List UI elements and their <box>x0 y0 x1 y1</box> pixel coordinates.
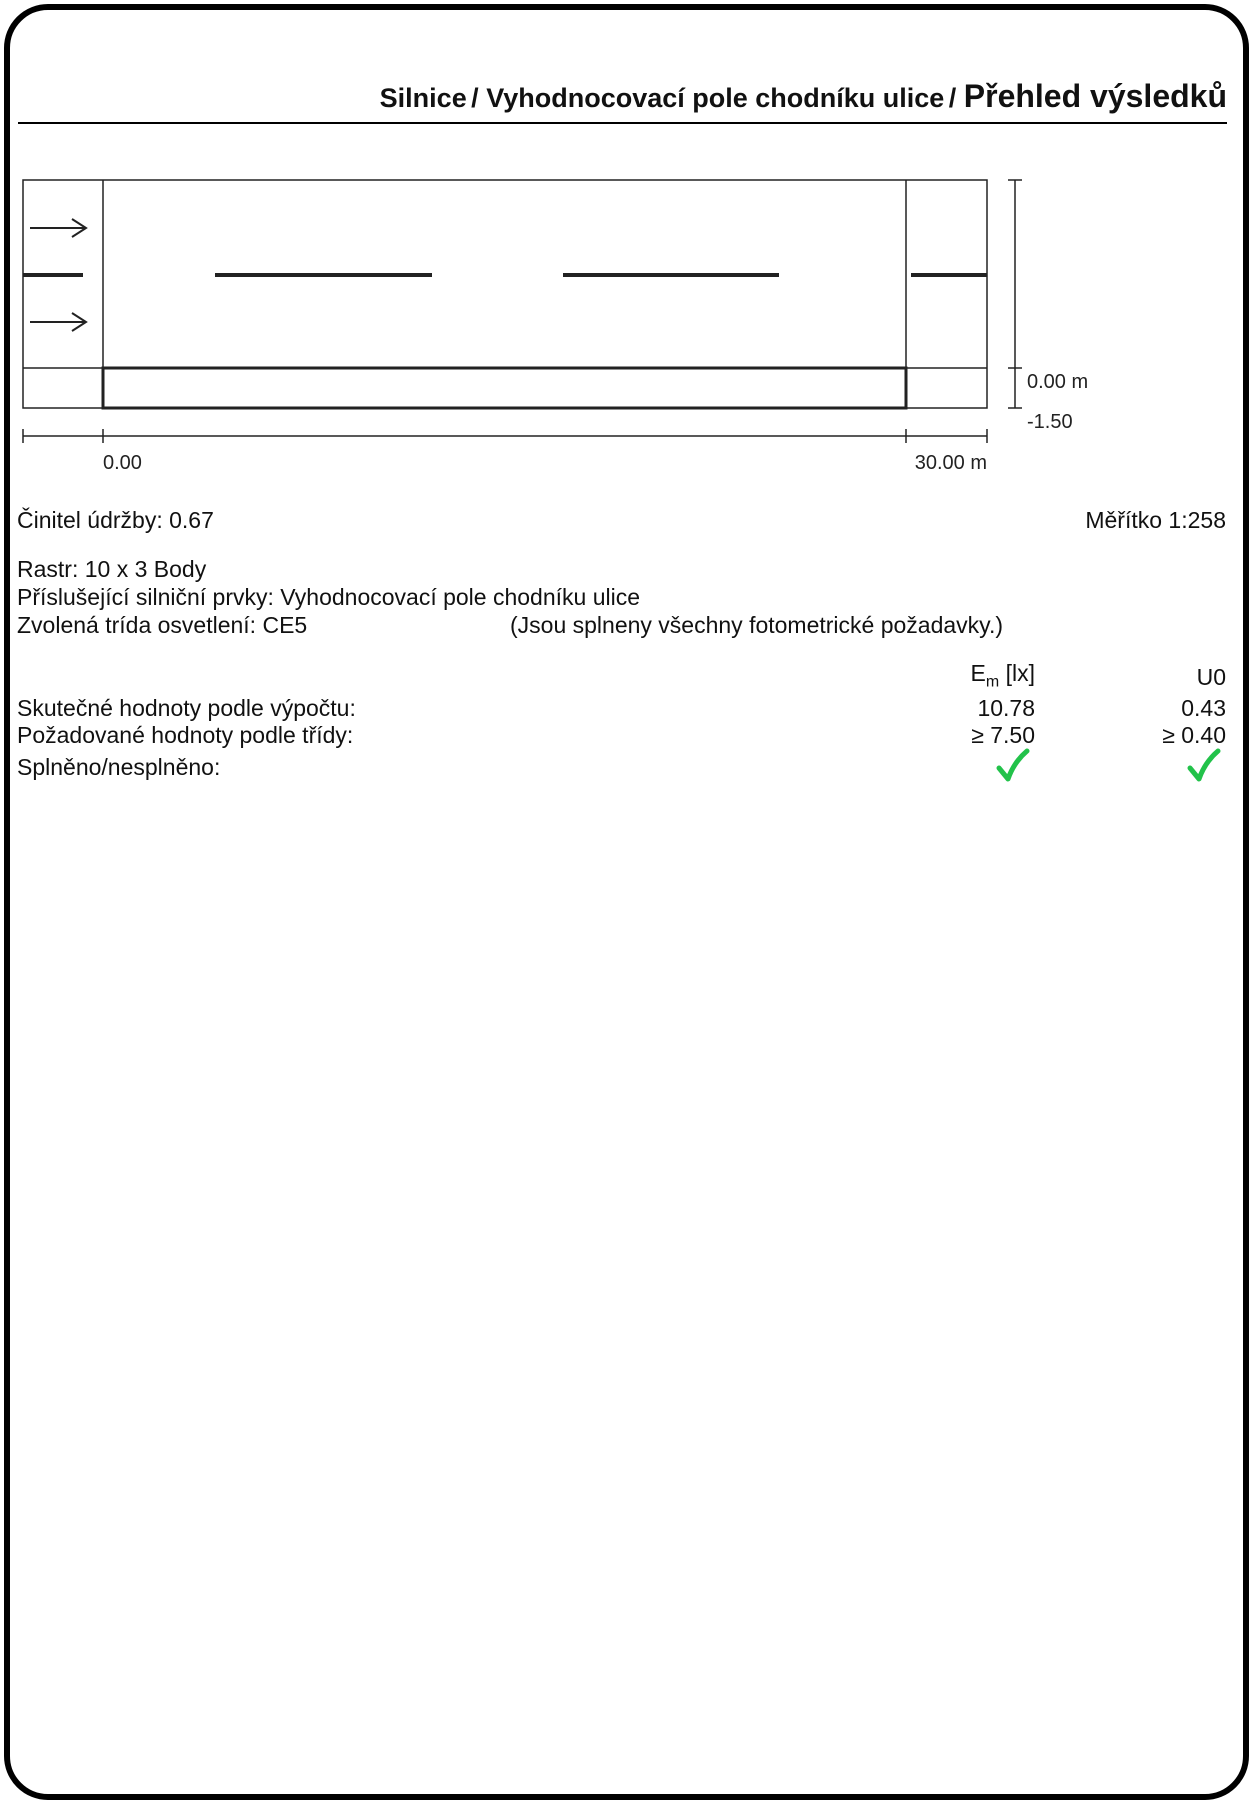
breadcrumb-road: Silnice <box>379 83 467 113</box>
direction-arrow-icon <box>30 219 86 237</box>
breadcrumb-separator: / <box>471 83 479 113</box>
evaluation-field-box <box>103 368 906 408</box>
maintenance-factor: Činitel údržby: 0.67 <box>17 507 214 533</box>
column-header-em: $E_m$ [lx] <box>970 660 1035 691</box>
row-required-u0: ≥ 0.40 <box>1162 722 1226 748</box>
road-outline <box>23 180 987 408</box>
grid-info: Rastr: 10 x 3 Body <box>17 556 207 582</box>
checkmark-icon <box>996 748 1030 784</box>
scale-label: Měřítko 1:258 <box>1085 507 1226 533</box>
vertical-dimension <box>1008 180 1022 408</box>
breadcrumb-separator: / <box>948 83 957 113</box>
requirements-met-note: (Jsou splneny všechny fotometrické požadavky.) <box>510 612 1004 638</box>
dim-label-bottom: -1.50 <box>1027 411 1073 433</box>
horizontal-dimension <box>23 429 987 443</box>
checkmark-icon <box>1187 748 1221 784</box>
column-header-u0: U0 <box>1196 664 1226 690</box>
dim-label-start: 0.00 <box>103 452 142 474</box>
direction-arrow-icon <box>30 313 86 331</box>
lighting-class: Zvolená trída osvetlení: CE5 <box>17 612 308 638</box>
row-actual-u0: 0.43 <box>1181 695 1226 721</box>
page-title: Přehled výsledků <box>963 78 1227 114</box>
row-actual-label: Skutečné hodnoty podle výpočtu: <box>17 695 356 721</box>
dim-label-end: 30.00 m <box>914 452 987 474</box>
breadcrumb-evaluation-field: Vyhodnocovací pole chodníku ulice <box>486 83 945 113</box>
dim-label-top: 0.00 m <box>1027 371 1089 393</box>
row-pass-label: Splněno/nesplněno: <box>17 754 221 780</box>
road-layout-diagram <box>0 0 1249 500</box>
road-elements-info: Příslušející silniční prvky: Vyhodnocovací pole chodníku ulice <box>17 584 641 610</box>
row-required-em: ≥ 7.50 <box>971 722 1035 748</box>
row-required-label: Požadované hodnoty podle třídy: <box>17 722 354 748</box>
row-actual-em: 10.78 <box>977 695 1035 721</box>
